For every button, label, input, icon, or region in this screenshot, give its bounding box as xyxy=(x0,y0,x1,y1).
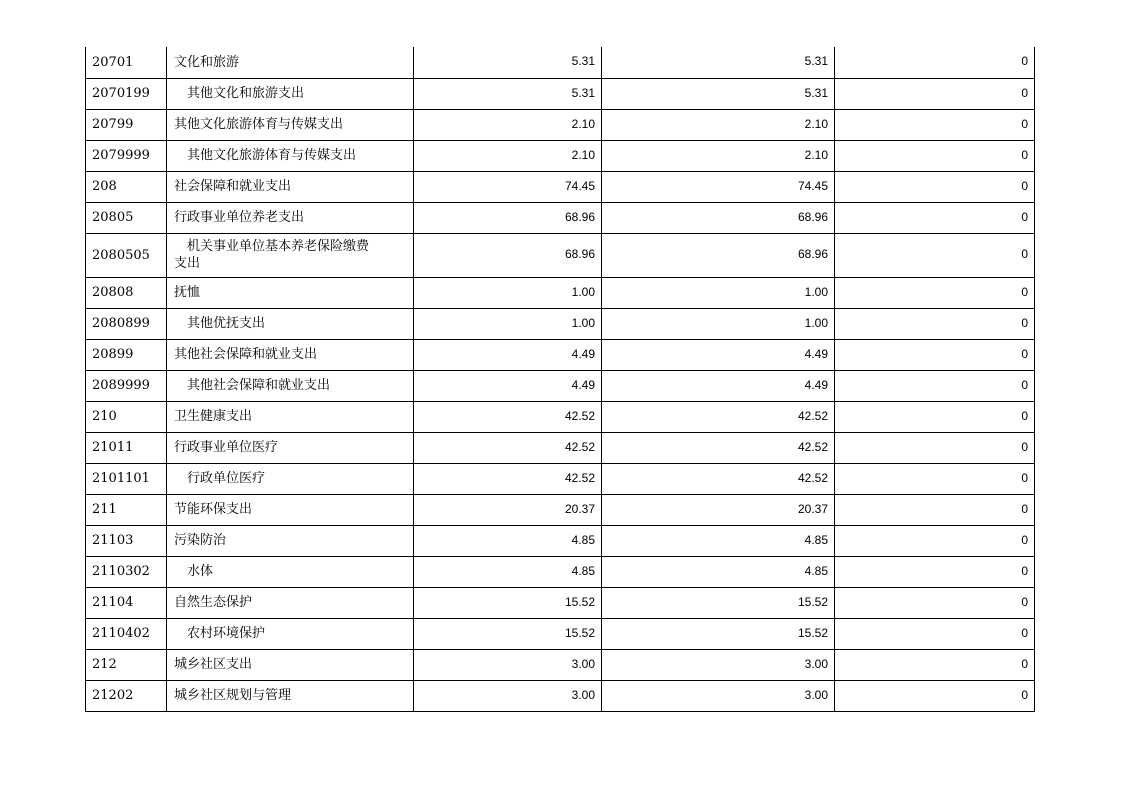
subject-name-cell xyxy=(167,494,414,525)
budget-expenditure-table xyxy=(85,47,1035,712)
subject-code-cell: 2110402 xyxy=(86,618,167,649)
project-expenditure-cell: 0 xyxy=(835,202,1035,233)
total-amount-cell: 4.49 xyxy=(414,339,602,370)
table-row xyxy=(86,494,1035,525)
subject-name-cell xyxy=(167,277,414,308)
project-expenditure-cell: 0 xyxy=(835,370,1035,401)
subject-name-text: 农村环境保护 xyxy=(187,626,266,641)
total-amount-cell: 74.45 xyxy=(414,171,602,202)
subject-name-cell xyxy=(167,308,414,339)
subject-code-cell: 2070199 xyxy=(86,78,167,109)
basic-expenditure-cell: 2.10 xyxy=(602,109,835,140)
basic-expenditure-cell: 4.49 xyxy=(602,339,835,370)
table-row xyxy=(86,233,1035,277)
basic-expenditure-cell: 68.96 xyxy=(602,202,835,233)
subject-name-text: 抚恤 xyxy=(174,285,201,300)
project-expenditure-cell: 0 xyxy=(835,494,1035,525)
total-amount-cell: 15.52 xyxy=(414,618,602,649)
table-row xyxy=(86,649,1035,680)
basic-expenditure-cell: 20.37 xyxy=(602,494,835,525)
subject-name-text: 行政单位医疗 xyxy=(187,471,266,486)
table-row xyxy=(86,401,1035,432)
subject-name-text: 行政事业单位医疗 xyxy=(174,440,279,455)
subject-name-cell xyxy=(167,171,414,202)
total-amount-cell: 2.10 xyxy=(414,140,602,171)
project-expenditure-cell: 0 xyxy=(835,339,1035,370)
total-amount-cell: 42.52 xyxy=(414,432,602,463)
table-row xyxy=(86,587,1035,618)
table-row xyxy=(86,618,1035,649)
subject-name-text: 污染防治 xyxy=(174,533,227,548)
project-expenditure-cell: 0 xyxy=(835,401,1035,432)
subject-name-cell xyxy=(167,202,414,233)
subject-name-cell xyxy=(167,680,414,711)
table-row xyxy=(86,680,1035,711)
basic-expenditure-cell: 15.52 xyxy=(602,618,835,649)
table-row xyxy=(86,202,1035,233)
total-amount-cell: 4.85 xyxy=(414,556,602,587)
total-amount-cell: 3.00 xyxy=(414,680,602,711)
basic-expenditure-cell: 42.52 xyxy=(602,432,835,463)
total-amount-cell: 2.10 xyxy=(414,109,602,140)
basic-expenditure-cell: 74.45 xyxy=(602,171,835,202)
total-amount-cell: 68.96 xyxy=(414,202,602,233)
project-expenditure-cell: 0 xyxy=(835,277,1035,308)
total-amount-cell: 5.31 xyxy=(414,78,602,109)
table-row xyxy=(86,277,1035,308)
project-expenditure-cell: 0 xyxy=(835,78,1035,109)
basic-expenditure-cell: 2.10 xyxy=(602,140,835,171)
subject-code-cell: 211 xyxy=(86,494,167,525)
total-amount-cell: 1.00 xyxy=(414,308,602,339)
project-expenditure-cell: 0 xyxy=(835,171,1035,202)
project-expenditure-cell: 0 xyxy=(835,680,1035,711)
project-expenditure-cell: 0 xyxy=(835,556,1035,587)
subject-name-cell xyxy=(167,401,414,432)
total-amount-cell: 15.52 xyxy=(414,587,602,618)
subject-code-cell: 2110302 xyxy=(86,556,167,587)
table-row xyxy=(86,463,1035,494)
subject-code-cell: 2079999 xyxy=(86,140,167,171)
subject-name-cell xyxy=(167,587,414,618)
subject-name-text: 水体 xyxy=(187,564,214,579)
table-row xyxy=(86,140,1035,171)
subject-name-cell xyxy=(167,47,414,78)
basic-expenditure-cell: 3.00 xyxy=(602,680,835,711)
subject-name-text: 自然生态保护 xyxy=(174,595,253,610)
basic-expenditure-cell: 68.96 xyxy=(602,233,835,277)
subject-code-cell: 20701 xyxy=(86,47,167,78)
total-amount-cell: 42.52 xyxy=(414,401,602,432)
subject-code-cell: 208 xyxy=(86,171,167,202)
subject-code-cell: 20799 xyxy=(86,109,167,140)
table-body xyxy=(86,47,1035,711)
subject-name-text: 其他文化旅游体育与传媒支出 xyxy=(187,148,357,163)
subject-name-cell xyxy=(167,78,414,109)
subject-name-text-continued: 支出 xyxy=(174,256,201,271)
table-row xyxy=(86,525,1035,556)
total-amount-cell: 1.00 xyxy=(414,277,602,308)
basic-expenditure-cell: 42.52 xyxy=(602,401,835,432)
project-expenditure-cell: 0 xyxy=(835,233,1035,277)
basic-expenditure-cell: 5.31 xyxy=(602,78,835,109)
subject-code-cell: 21011 xyxy=(86,432,167,463)
subject-name-text: 城乡社区规划与管理 xyxy=(174,688,292,703)
basic-expenditure-cell: 5.31 xyxy=(602,47,835,78)
basic-expenditure-cell: 42.52 xyxy=(602,463,835,494)
basic-expenditure-cell: 4.85 xyxy=(602,525,835,556)
basic-expenditure-cell: 1.00 xyxy=(602,277,835,308)
total-amount-cell: 3.00 xyxy=(414,649,602,680)
subject-name-text: 其他社会保障和就业支出 xyxy=(174,347,318,362)
subject-code-cell: 21202 xyxy=(86,680,167,711)
subject-name-text: 其他文化旅游体育与传媒支出 xyxy=(174,117,344,132)
table-row xyxy=(86,308,1035,339)
subject-name-cell xyxy=(167,556,414,587)
subject-code-cell: 20899 xyxy=(86,339,167,370)
subject-name-text: 其他文化和旅游支出 xyxy=(187,86,305,101)
table-row xyxy=(86,78,1035,109)
total-amount-cell: 5.31 xyxy=(414,47,602,78)
subject-name-cell xyxy=(167,233,414,277)
subject-code-cell: 2101101 xyxy=(86,463,167,494)
table-row xyxy=(86,109,1035,140)
basic-expenditure-cell: 15.52 xyxy=(602,587,835,618)
subject-name-cell xyxy=(167,618,414,649)
subject-name-text: 行政事业单位养老支出 xyxy=(174,210,305,225)
project-expenditure-cell: 0 xyxy=(835,47,1035,78)
subject-code-cell: 210 xyxy=(86,401,167,432)
total-amount-cell: 20.37 xyxy=(414,494,602,525)
table-row xyxy=(86,339,1035,370)
subject-name-text: 文化和旅游 xyxy=(174,54,240,70)
subject-name-text: 城乡社区支出 xyxy=(174,657,253,672)
project-expenditure-cell: 0 xyxy=(835,463,1035,494)
subject-name-text: 节能环保支出 xyxy=(174,502,253,517)
table-row xyxy=(86,432,1035,463)
subject-name-cell xyxy=(167,432,414,463)
subject-name-cell xyxy=(167,525,414,556)
project-expenditure-cell: 0 xyxy=(835,432,1035,463)
total-amount-cell: 68.96 xyxy=(414,233,602,277)
project-expenditure-cell: 0 xyxy=(835,587,1035,618)
project-expenditure-cell: 0 xyxy=(835,140,1035,171)
basic-expenditure-cell: 4.85 xyxy=(602,556,835,587)
total-amount-cell: 4.49 xyxy=(414,370,602,401)
subject-name-text: 卫生健康支出 xyxy=(174,409,253,424)
project-expenditure-cell: 0 xyxy=(835,618,1035,649)
basic-expenditure-cell: 3.00 xyxy=(602,649,835,680)
subject-name-text: 社会保障和就业支出 xyxy=(174,179,292,194)
subject-name-text: 其他优抚支出 xyxy=(187,316,266,331)
total-amount-cell: 4.85 xyxy=(414,525,602,556)
subject-code-cell: 21104 xyxy=(86,587,167,618)
project-expenditure-cell: 0 xyxy=(835,308,1035,339)
subject-name-cell xyxy=(167,463,414,494)
total-amount-cell: 42.52 xyxy=(414,463,602,494)
subject-name-cell xyxy=(167,370,414,401)
table-row xyxy=(86,556,1035,587)
project-expenditure-cell: 0 xyxy=(835,525,1035,556)
subject-name-text: 其他社会保障和就业支出 xyxy=(187,378,331,393)
subject-code-cell: 2089999 xyxy=(86,370,167,401)
subject-name-cell xyxy=(167,339,414,370)
subject-code-cell: 20805 xyxy=(86,202,167,233)
project-expenditure-cell: 0 xyxy=(835,649,1035,680)
table-row xyxy=(86,47,1035,78)
subject-code-cell: 2080899 xyxy=(86,308,167,339)
subject-name-cell xyxy=(167,140,414,171)
subject-code-cell: 2080505 xyxy=(86,233,167,277)
subject-name-text: 机关事业单位基本养老保险缴费 xyxy=(187,239,370,254)
subject-code-cell: 212 xyxy=(86,649,167,680)
subject-name-cell xyxy=(167,109,414,140)
table-row xyxy=(86,370,1035,401)
subject-code-cell: 20808 xyxy=(86,277,167,308)
basic-expenditure-cell: 1.00 xyxy=(602,308,835,339)
project-expenditure-cell: 0 xyxy=(835,109,1035,140)
table-row xyxy=(86,171,1035,202)
subject-code-cell: 21103 xyxy=(86,525,167,556)
subject-name-cell xyxy=(167,649,414,680)
basic-expenditure-cell: 4.49 xyxy=(602,370,835,401)
